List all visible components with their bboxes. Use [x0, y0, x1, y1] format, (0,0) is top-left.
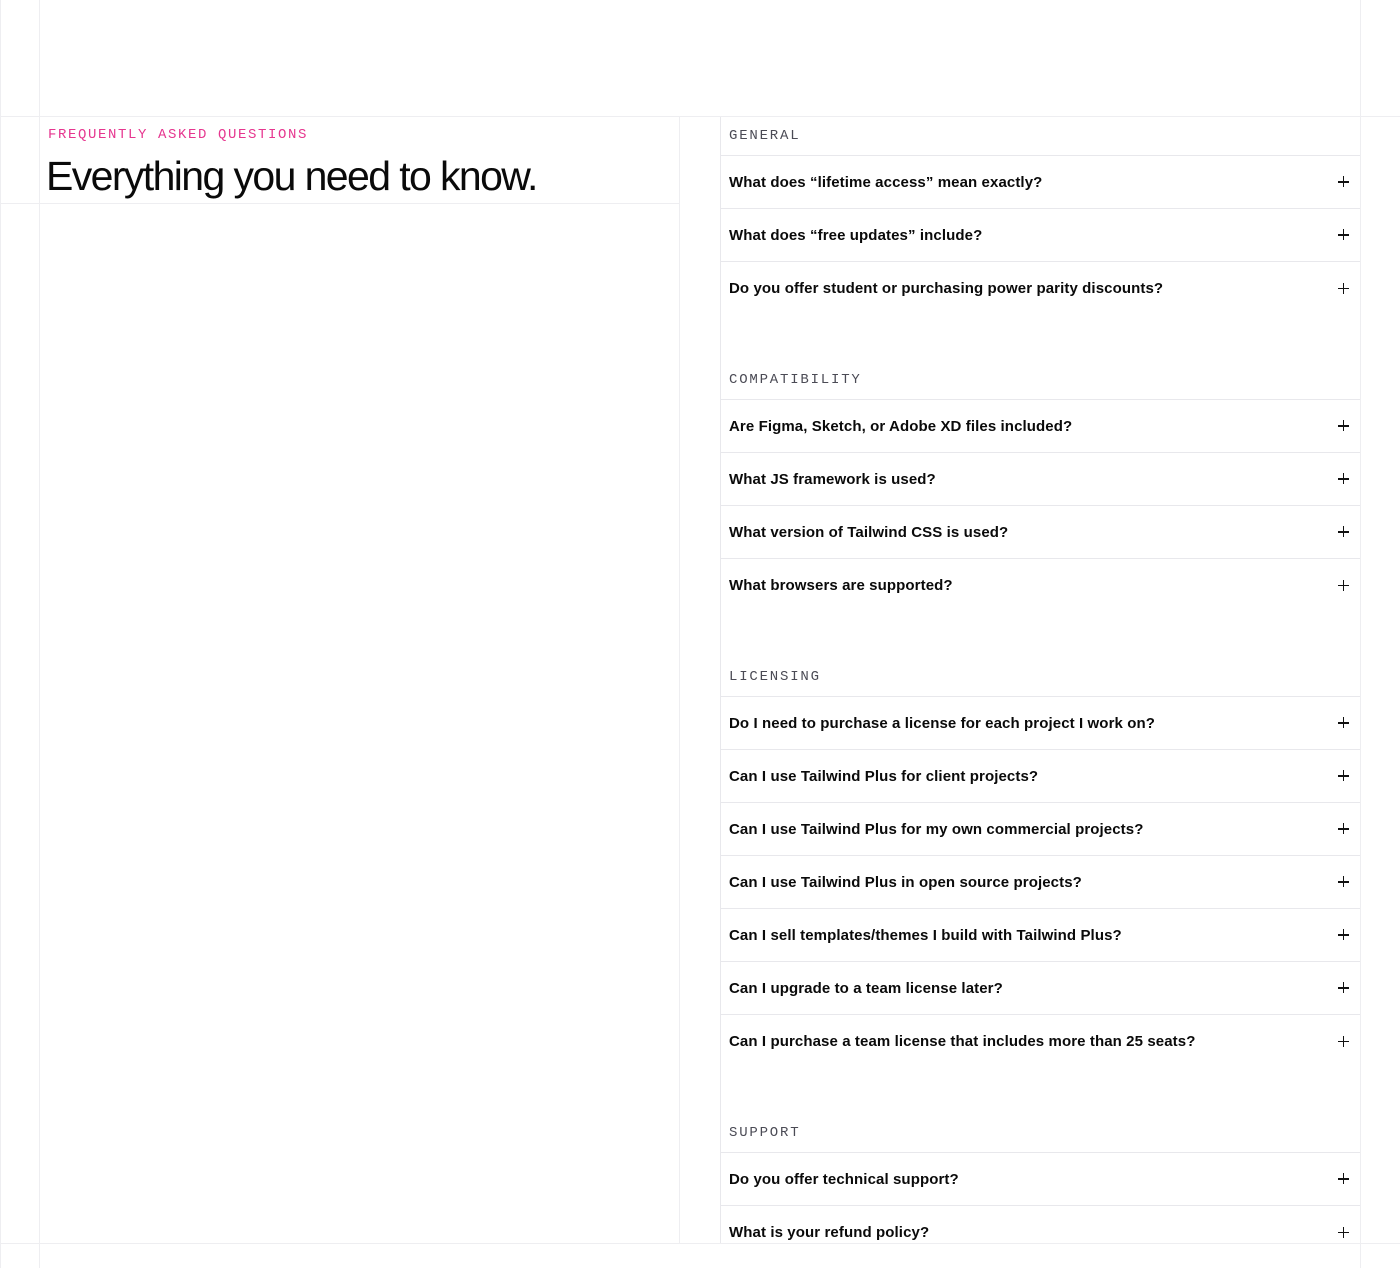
section-spacer — [720, 315, 1360, 361]
faq-question-label: What is your refund policy? — [729, 1224, 930, 1241]
grid-line — [679, 117, 680, 1243]
section-spacer — [720, 612, 1360, 658]
faq-question-toggle[interactable] — [720, 559, 1360, 612]
faq-question-toggle[interactable] — [720, 1206, 1360, 1259]
faq-question-label: Can I use Tailwind Plus for client projects? — [729, 767, 1039, 785]
faq-question-label: What JS framework is used? — [729, 470, 936, 488]
faq-section-general — [720, 117, 1360, 315]
faq-question-toggle[interactable] — [720, 262, 1360, 315]
plus-icon[interactable] — [1338, 770, 1350, 782]
faq-question-toggle[interactable] — [720, 909, 1360, 962]
faq-section-title: GENERAL — [720, 117, 1360, 156]
faq-list — [720, 117, 1360, 1259]
faq-question-label: Do you offer technical support? — [729, 1170, 959, 1188]
plus-icon[interactable] — [1338, 717, 1350, 729]
faq-question-toggle[interactable] — [720, 856, 1360, 909]
plus-icon[interactable] — [1338, 1036, 1350, 1048]
faq-question-label: Do I need to purchase a license for each project I work on? — [729, 714, 1156, 732]
faq-section-compatibility — [720, 361, 1360, 612]
faq-section-title: SUPPORT — [720, 1114, 1360, 1153]
faq-question-toggle[interactable] — [720, 750, 1360, 803]
plus-icon[interactable] — [1338, 982, 1350, 994]
grid-line — [1360, 0, 1361, 1268]
faq-question-label: What browsers are supported? — [729, 577, 953, 594]
faq-question-label: What does “free updates” include? — [729, 226, 983, 244]
faq-question-label: What does “lifetime access” mean exactly? — [729, 173, 1043, 191]
plus-icon[interactable] — [1338, 526, 1350, 538]
faq-section-licensing — [720, 658, 1360, 1068]
faq-section-title: LICENSING — [720, 658, 1360, 697]
plus-icon[interactable] — [1338, 580, 1350, 592]
grid-line — [0, 203, 680, 204]
plus-icon[interactable] — [1338, 823, 1350, 835]
grid-line — [39, 0, 40, 1268]
faq-question-toggle[interactable] — [720, 962, 1360, 1015]
plus-icon[interactable] — [1338, 876, 1350, 888]
faq-question-toggle[interactable] — [720, 506, 1360, 559]
plus-icon[interactable] — [1338, 1227, 1350, 1239]
faq-question-label: Can I sell templates/themes I build with Tailwind Plus? — [729, 926, 1122, 944]
faq-question-label: Can I use Tailwind Plus for my own commercial projects? — [729, 820, 1144, 838]
faq-heading: Everything you need to know. — [46, 153, 537, 199]
faq-question-toggle[interactable] — [720, 156, 1360, 209]
faq-question-label: Are Figma, Sketch, or Adobe XD files included? — [729, 417, 1073, 435]
faq-section-title: COMPATIBILITY — [720, 361, 1360, 400]
plus-icon[interactable] — [1338, 229, 1350, 241]
faq-question-label: Can I purchase a team license that includes more than 25 seats? — [729, 1033, 1196, 1050]
plus-icon[interactable] — [1338, 1173, 1350, 1185]
faq-question-toggle[interactable] — [720, 400, 1360, 453]
faq-question-toggle[interactable] — [720, 1015, 1360, 1068]
plus-icon[interactable] — [1338, 420, 1350, 432]
faq-question-toggle[interactable] — [720, 697, 1360, 750]
faq-question-toggle[interactable] — [720, 803, 1360, 856]
plus-icon[interactable] — [1338, 929, 1350, 941]
faq-question-toggle[interactable] — [720, 453, 1360, 506]
grid-line — [0, 0, 1, 1268]
faq-question-label: What version of Tailwind CSS is used? — [729, 523, 1009, 541]
faq-question-toggle[interactable] — [720, 209, 1360, 262]
plus-icon[interactable] — [1338, 283, 1350, 295]
faq-question-label: Can I use Tailwind Plus in open source projects? — [729, 873, 1082, 891]
plus-icon[interactable] — [1338, 473, 1350, 485]
faq-question-label: Do you offer student or purchasing power parity discounts? — [729, 280, 1164, 297]
plus-icon[interactable] — [1338, 176, 1350, 188]
faq-question-label: Can I upgrade to a team license later? — [729, 979, 1003, 997]
section-spacer — [720, 1068, 1360, 1114]
faq-eyebrow: FREQUENTLY ASKED QUESTIONS — [48, 127, 309, 143]
faq-question-toggle[interactable] — [720, 1153, 1360, 1206]
faq-section-support — [720, 1114, 1360, 1259]
